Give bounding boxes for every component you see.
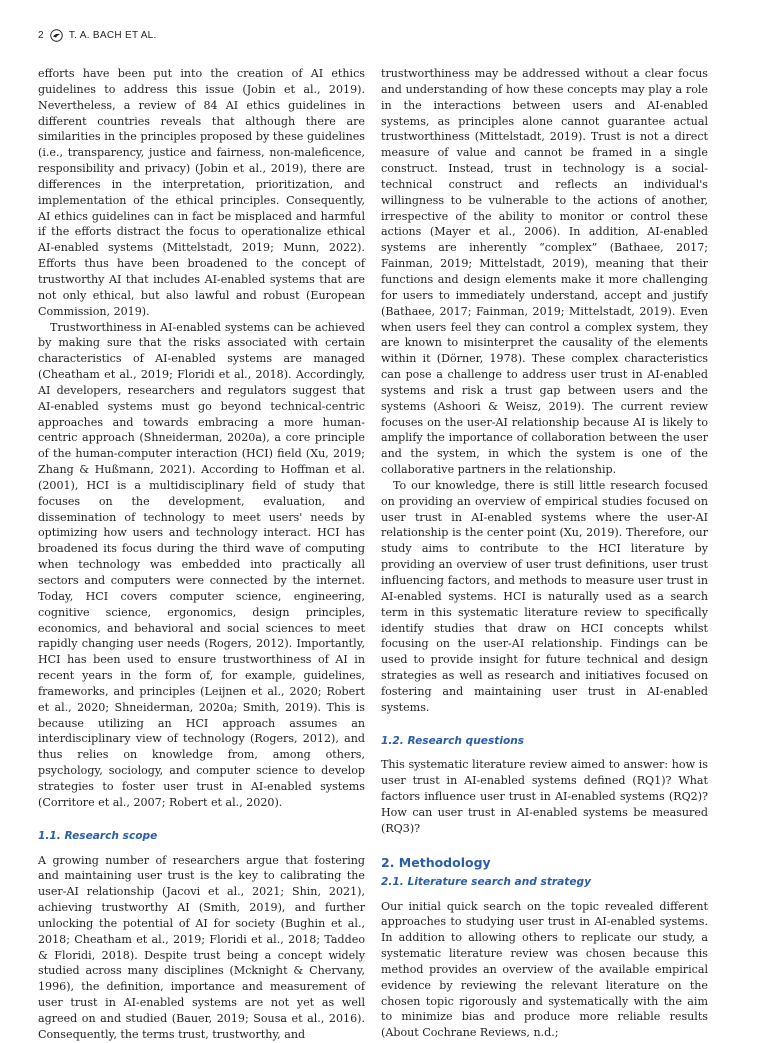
left-column	[38, 66, 365, 1043]
body-paragraph: A growing number of researchers argue that fostering and maintaining user trust is the key to calibrating the user-AI relationship (Jacovi et al., 2021; Shin, 2021), achieving trustworthy AI (Smith, 2019), and further unlocking the potential of AI for society (Bughin et al., 2018; Cheatham et al., 2019; Floridi et al., 2018; Taddeo & Floridi, 2018). Despite trust being a concept widely studied across many disciplines (Mcknight & Chervany, 1996), the definition, importance and measurement of user trust in AI-enabled systems are not yet as well agreed on and studied (Bauer, 2019; Sousa et al., 2016). Consequently, the terms trust, trustworthy, and	[38, 853, 365, 1041]
body-paragraph: To our knowledge, there is still little research focused on providing an overview of empirical studies focused on user trust in AI-enabled systems where the user-AI relationship is the center point (Xu, 2019). Therefore, our study aims to contribute to the HCI literature by providing an overview of user trust definitions, user trust influencing factors, and methods to measure user trust in AI-enabled systems. HCI is naturally used as a search term in this systematic literature review to specifically identify studies that draw on HCI concepts whilst focusing on the user-AI relationship. Findings can be used to provide insight for future technical and design strategies as well as research and initiatives focused on fostering and maintaining user trust in AI-enabled systems.	[381, 478, 708, 714]
subsection-heading-research-questions: 1.2. Research questions	[381, 734, 525, 747]
body-paragraph: Trustworthiness in AI-enabled systems can be achieved by making sure that the risks associated with certain characteristics of AI-enabled systems are managed (Cheatham et al., 2019; Floridi et al., 2018). Accordingly, AI developers, researchers and regulators suggest that AI-enabled systems must go beyond technical-centric approaches and towards embracing a more human-centric approach (Shneiderman, 2020a), a core principle of the human-computer interaction (HCI) field (Xu, 2019; Zhang & Hußmann, 2021). According to Hoffman et al. (2001), HCI is a multidisciplinary field of study that focuses on the development, evaluation, and dissemination of technology to meet users' needs by optimizing how users and technology interact. HCI has broadened its focus during the third wave of computing when technology was embedded into practically all sectors and computers were connected by the internet. Today, HCI covers computer science, engineering, cognitive science, ergonomics, design principles, economics, and behavioral and social sciences to meet rapidly changing user needs (Rogers, 2012). Importantly, HCI has been used to ensure trustworthiness of AI in recent years in the form of, for example, guidelines, frameworks, and principles (Leijnen et al., 2020; Robert et al., 2020; Shneiderman, 2020a; Smith, 2019). This is because utilizing an HCI approach assumes an interdisciplinary view of technology (Rogers, 2012), and thus relies on knowledge from, among others, psychology, sociology, and computer science to develop strategies to foster user trust in AI-enabled systems (Corritore et al., 2007; Robert et al., 2020).	[38, 320, 365, 809]
publisher-logo-icon	[50, 29, 63, 42]
running-header	[38, 29, 157, 42]
body-paragraph: trustworthiness may be addressed without a clear focus and understanding of how these concepts may play a role in the interactions between users and AI-enabled systems, as principles alone cannot guarantee actual trustworthiness (Mittelstadt, 2019). Trust is not a direct measure of value and cannot be framed in a single construct. Instead, trust in technology is a social-technical construct and reflects an individual's willingness to be vulnerable to the actions of another, irrespective of the ability to monitor or control these actions (Mayer et al., 2006). In addition, AI-enabled systems are inherently “complex” (Bathaee, 2017; Fainman, 2019; Mittelstadt, 2019), meaning that their functions and design elements make it more challenging for users to immediately understand, accept and justify (Bathaee, 2017; Fainman, 2019; Mittelstadt, 2019). Even when users feel they can control a complex system, they are known to misinterpret the causality of the elements within it (Dörner, 1978). These complex characteristics can pose a challenge to address user trust in AI-enabled systems and risk a trust gap between users and the systems (Ashoori & Weisz, 2019). The current review focuses on the user-AI relationship because AI is likely to amplify the importance of collaboration between the user and the system, in which the system is one of the collaborative partners in the relationship.	[381, 67, 708, 477]
body-paragraph: This systematic literature review aimed to answer: how is user trust in AI-enabled systems defined (RQ1)? What factors influence user trust in AI-enabled systems (RQ2)? How can user trust in AI-enabled systems be measured (RQ3)?	[381, 758, 708, 835]
body-paragraph: efforts have been put into the creation of AI ethics guidelines to address this issue (Jobin et al., 2019). Nevertheless, a review of 84 AI ethics guidelines in different countries reveals that although there are similarities in the principles proposed by these guidelines (i.e., transparency, justice and fairness, non-maleficence, responsibility and privacy) (Jobin et al., 2019), there are differences in the interpretation, prioritization, and implementation of the ethical principles. Consequently, AI ethics guidelines can in fact be misplaced and harmful if the efforts distract the focus to operationalize ethical AI-enabled systems (Mittelstadt, 2019; Munn, 2022). Efforts thus have been broadened to the concept of trustworthy AI that includes AI-enabled systems that are not only ethical, but also lawful and robust (European Commission, 2019).	[38, 67, 365, 318]
section-heading-methodology: 2. Methodology	[381, 854, 491, 870]
page-number: 2	[38, 30, 44, 41]
body-paragraph: Our initial quick search on the topic revealed different approaches to studying user trust in AI-enabled systems. In addition to allowing others to replicate our study, a systematic literature review was chosen because this method provides an overview of the available empirical evidence by reviewing the relevant literature on the chosen topic rigorously and systematically with the aim to minimize bias and produce more reliable results (About Cochrane Reviews, n.d.;	[381, 899, 708, 1040]
running-head-authors: T. A. BACH ET AL.	[68, 30, 157, 41]
subsection-heading-research-scope: 1.1. Research scope	[38, 829, 158, 842]
subsection-heading-literature-search: 2.1. Literature search and strategy	[381, 875, 592, 888]
right-column	[381, 66, 708, 1041]
